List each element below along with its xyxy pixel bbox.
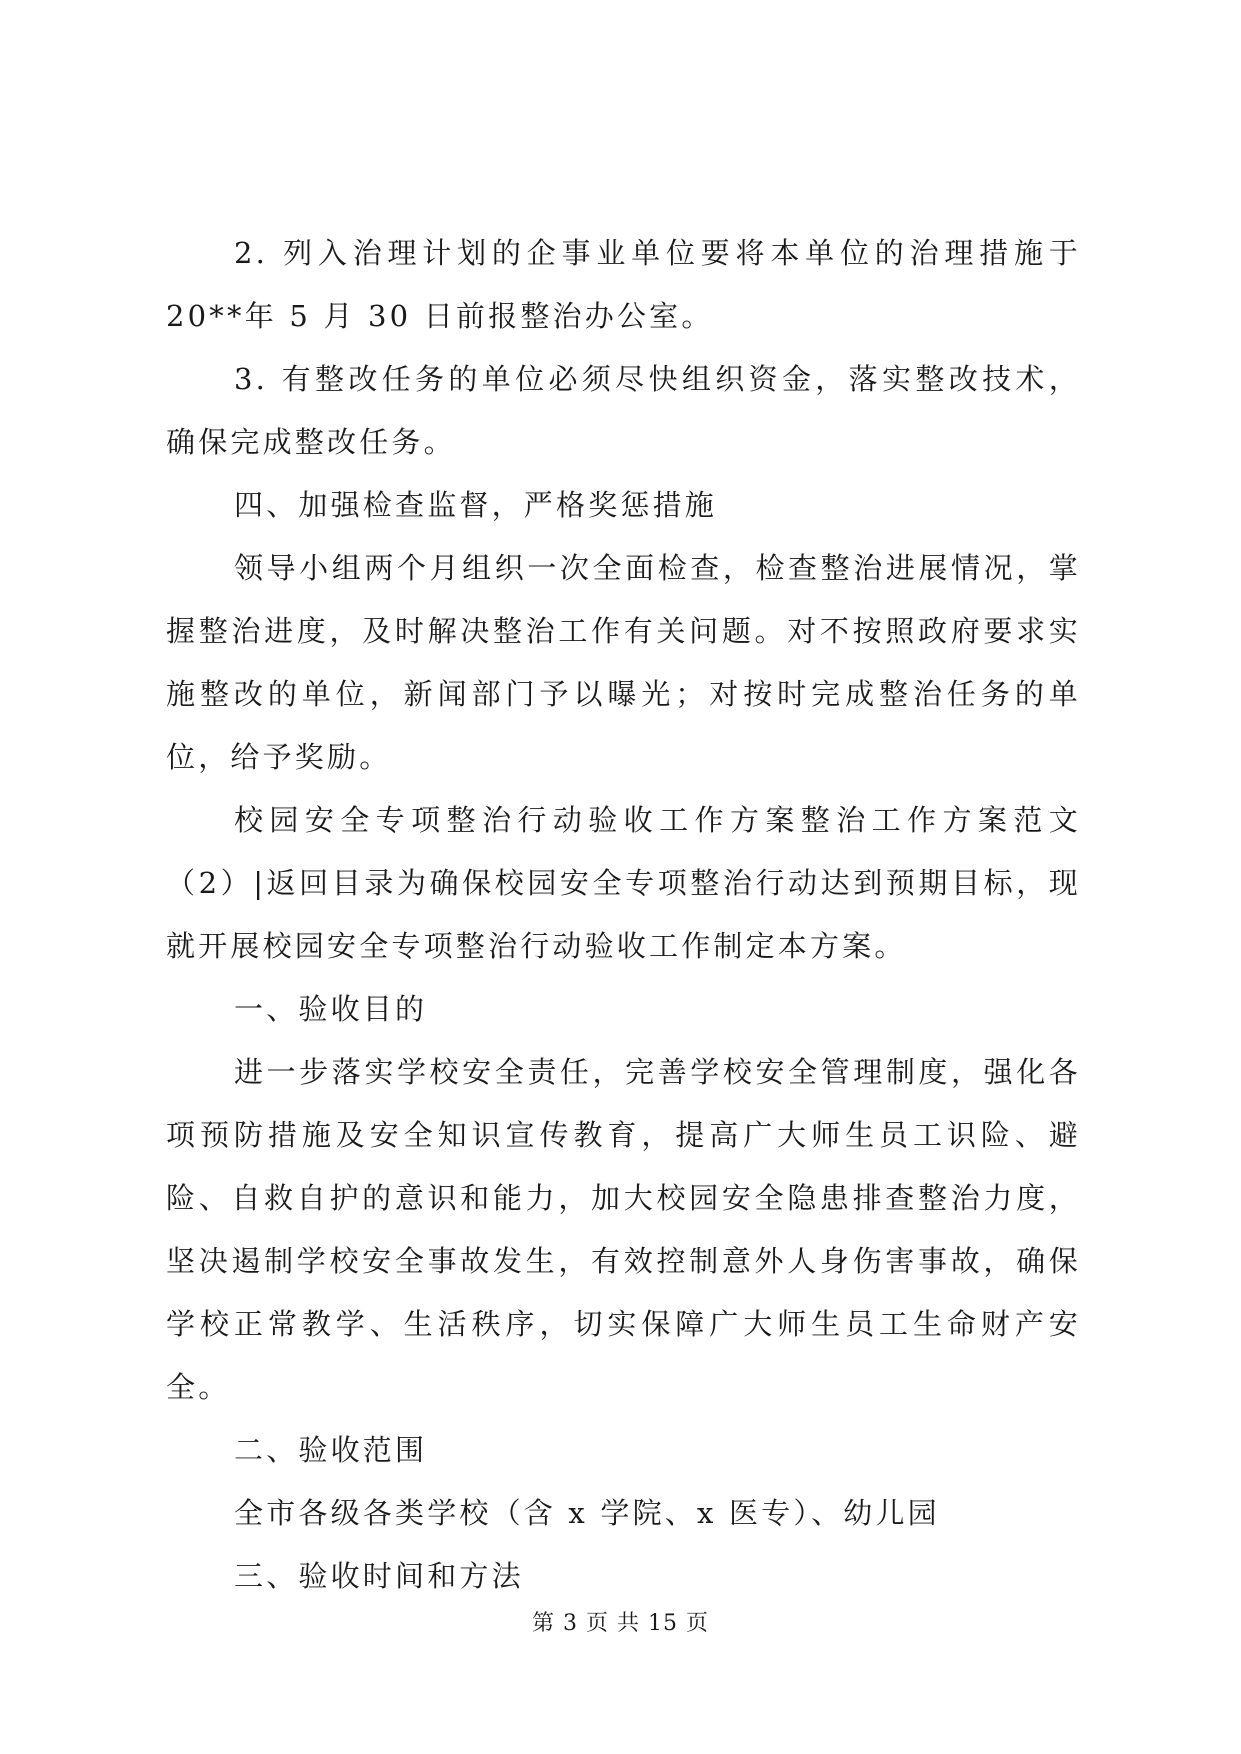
paragraph-plan-title: 校园安全专项整治行动验收工作方案整治工作方案范文（2）|返回目录为确保校园安全专项整治行动达到预期目标，现就开展校园安全专项整治行动验收工作制定本方案。	[166, 803, 1081, 963]
page-number: 第 3 页 共 15 页	[532, 1611, 709, 1636]
section-heading-2: 二、验收范围	[234, 1433, 428, 1467]
paragraph-purpose: 进一步落实学校安全责任，完善学校安全管理制度，强化各项预防措施及安全知识宣传教育，提高广大师生员工识险、避险、自救自护的意识和能力，加大校园安全隐患排查整治力度，坚决遏制学校安全事故发生，有效控制意外人身伤害事故，确保学校正常教学、生活秩序，切实保障广大师生员工生命财产安全。	[166, 1055, 1081, 1404]
paragraph-item-3: 3. 有整改任务的单位必须尽快组织资金，落实整改技术，确保完成整改任务。	[166, 362, 1081, 459]
section-heading-4: 四、加强检查监督，严格奖惩措施	[234, 488, 718, 522]
section-heading-1: 一、验收目的	[234, 992, 428, 1026]
paragraph-item-2: 2. 列入治理计划的企事业单位要将本单位的治理措施于20**年 5 月 30 日前报整治办公室。	[166, 236, 1081, 333]
paragraph-inspection: 领导小组两个月组织一次全面检查，检查整治进展情况，掌握整治进度，及时解决整治工作有关问题。对不按照政府要求实施整改的单位，新闻部门予以曝光；对按时完成整治任务的单位，给予奖励。	[166, 551, 1081, 774]
document-body	[166, 222, 1081, 1608]
paragraph-scope: 全市各级各类学校（含 x 学院、x 医专）、幼儿园	[234, 1496, 940, 1530]
section-heading-3: 三、验收时间和方法	[234, 1559, 524, 1593]
